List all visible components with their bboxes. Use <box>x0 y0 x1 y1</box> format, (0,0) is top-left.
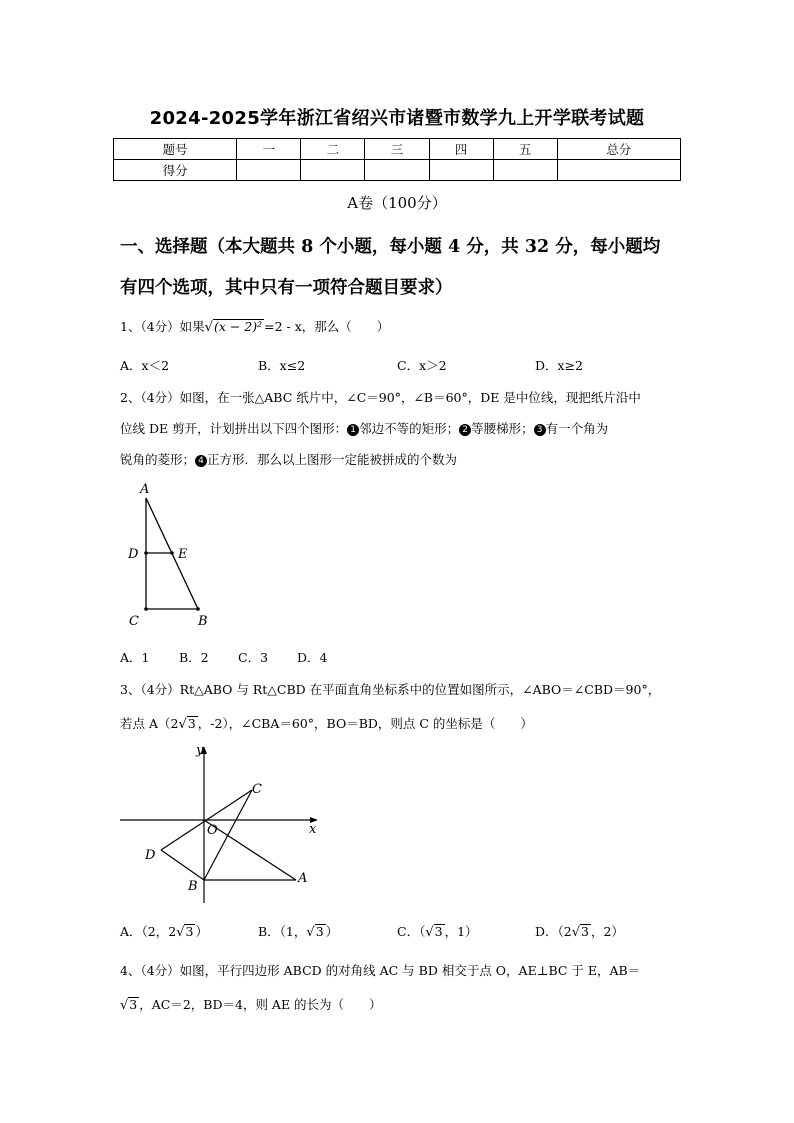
segment-oa <box>204 820 296 880</box>
circled-number: 3 <box>534 424 546 436</box>
label-o: O <box>207 823 218 838</box>
q2-line2 <box>120 419 608 437</box>
q3-option-a-rad: 3 <box>185 924 194 939</box>
q4-radicand: 3 <box>129 997 138 1012</box>
volume-heading: A卷（100分） <box>347 194 447 212</box>
score-row-label: 得分 <box>114 160 237 181</box>
q3-option-a <box>120 922 208 940</box>
q1-option-d: D．x≥2 <box>535 358 583 373</box>
score-blank <box>557 160 680 181</box>
q3-option-a-pre: A．（2，2 <box>120 924 177 939</box>
q3-line2-pre: 若点 A（2 <box>120 716 179 731</box>
q2-item3: 有一个角为 <box>545 421 609 436</box>
q3-option-b <box>258 922 338 940</box>
q3-option-d <box>535 922 624 940</box>
radical-sign: √ <box>204 320 213 335</box>
q3-option-b-rad: 3 <box>315 924 324 939</box>
label-c: C <box>252 782 262 797</box>
score-cell: 五 <box>493 139 557 160</box>
radical-sign: √ <box>306 925 315 940</box>
label-d: D <box>145 848 156 863</box>
circled-number: 4 <box>195 455 207 467</box>
label-c: C <box>129 614 139 629</box>
score-blank <box>429 160 493 181</box>
segment-db <box>161 850 204 880</box>
q1-radicand: (x − 2)² <box>213 319 263 334</box>
radical-sign: √ <box>176 925 185 940</box>
q2-line3 <box>120 450 457 468</box>
q2-line3-text: 锐角的菱形； <box>120 452 196 467</box>
q2-line2-text: 位线 DE 剪开，计划拼出以下四个图形： <box>120 421 348 436</box>
radical-sign: √ <box>178 717 187 732</box>
score-blank <box>237 160 301 181</box>
label-e: E <box>178 547 188 562</box>
section1-line1: 一、选择题（本大题共 8 个小题，每小题 4 分，共 32 分，每小题均 <box>120 237 661 257</box>
q3-option-d-rad: 3 <box>581 924 589 939</box>
score-cell: 一 <box>237 139 301 160</box>
q3-option-d-pre: D．（2 <box>535 924 572 939</box>
q2-item1: 邻边不等的矩形； <box>359 421 460 436</box>
radical-sign: √ <box>571 925 581 940</box>
question-1 <box>120 317 389 335</box>
circled-number: 1 <box>347 424 359 436</box>
q4-line2 <box>120 995 382 1013</box>
exam-title: 2024-2025学年浙江省绍兴市诸暨市数学九上开学联考试题 <box>149 108 645 129</box>
q1-suffix: =2 - x，那么（ ） <box>264 319 390 334</box>
radical-sign: √ <box>425 925 434 940</box>
point-c <box>144 607 148 611</box>
score-table-score-row <box>114 160 681 181</box>
score-blank <box>365 160 429 181</box>
q3-option-c <box>397 922 478 940</box>
label-y: y <box>196 743 204 758</box>
q3-option-b-pre: B．（1， <box>258 924 307 939</box>
q3-option-b-post: ） <box>325 924 339 939</box>
q2-option-a: A．1 <box>120 650 150 665</box>
label-d: D <box>128 547 139 562</box>
q2-option-d: D．4 <box>297 650 328 665</box>
q4-line2-text: ，AC＝2，BD＝4，则 AE 的长为（ ） <box>139 997 382 1012</box>
score-table <box>113 138 681 181</box>
point-e <box>170 551 174 555</box>
q3-radicand: 3 <box>187 716 196 731</box>
score-table-header-row <box>114 139 681 160</box>
label-x: x <box>309 822 317 837</box>
q3-coordinate-figure <box>118 740 328 905</box>
q3-line2 <box>120 714 533 732</box>
q3-option-a-post: ） <box>195 924 208 939</box>
q1-option-a: A．x＜2 <box>120 358 170 373</box>
score-cell: 题号 <box>114 139 237 160</box>
q2-option-c: C．3 <box>238 650 269 665</box>
label-b: B <box>198 614 208 629</box>
point-b <box>196 607 200 611</box>
q3-option-d-post: ，2） <box>590 924 624 939</box>
q4-line1: 4、（4分）如图，平行四边形 ABCD 的对角线 AC 与 BD 相交于点 O，AE⊥BC 于 E，AB＝ <box>120 963 641 978</box>
q3-line2-post: ，-2），∠CBA＝60°，BO＝BD，则点 C 的坐标是（ ） <box>197 716 533 731</box>
q2-item2: 等腰梯形； <box>471 421 534 436</box>
radical-sign: √ <box>120 998 129 1013</box>
q2-line1: 2、（4分）如图，在一张△ABC 纸片中，∠C＝90°，∠B＝60°，DE 是中位线，现把纸片沿中 <box>120 390 641 405</box>
label-b: B <box>188 879 198 894</box>
label-a: A <box>140 482 150 497</box>
label-a: A <box>298 871 308 886</box>
q3-option-c-rad: 3 <box>434 924 443 939</box>
q2-item4: 正方形．那么以上图形一定能被拼成的个数为 <box>207 452 458 467</box>
score-cell: 总分 <box>557 139 680 160</box>
q1-prefix: 1、（4分）如果 <box>120 319 205 334</box>
point-d <box>144 551 148 555</box>
q2-option-b: B．2 <box>179 650 209 665</box>
score-cell: 二 <box>301 139 365 160</box>
score-blank <box>301 160 365 181</box>
q3-option-c-pre: C．（ <box>397 924 426 939</box>
circled-number: 2 <box>459 424 471 436</box>
score-cell: 四 <box>429 139 493 160</box>
section1-line2: 有四个选项，其中只有一项符合题目要求） <box>120 278 453 298</box>
q1-option-b: B．x≤2 <box>258 358 306 373</box>
score-blank <box>493 160 557 181</box>
q2-triangle-figure <box>120 478 230 630</box>
q1-option-c: C．x＞2 <box>397 358 447 373</box>
q3-option-c-post: ，1） <box>444 924 478 939</box>
q3-line1: 3、（4分）Rt△ABO 与 Rt△CBD 在平面直角坐标系中的位置如图所示，∠ABO＝∠CBD＝90°， <box>120 682 661 697</box>
score-cell: 三 <box>365 139 429 160</box>
